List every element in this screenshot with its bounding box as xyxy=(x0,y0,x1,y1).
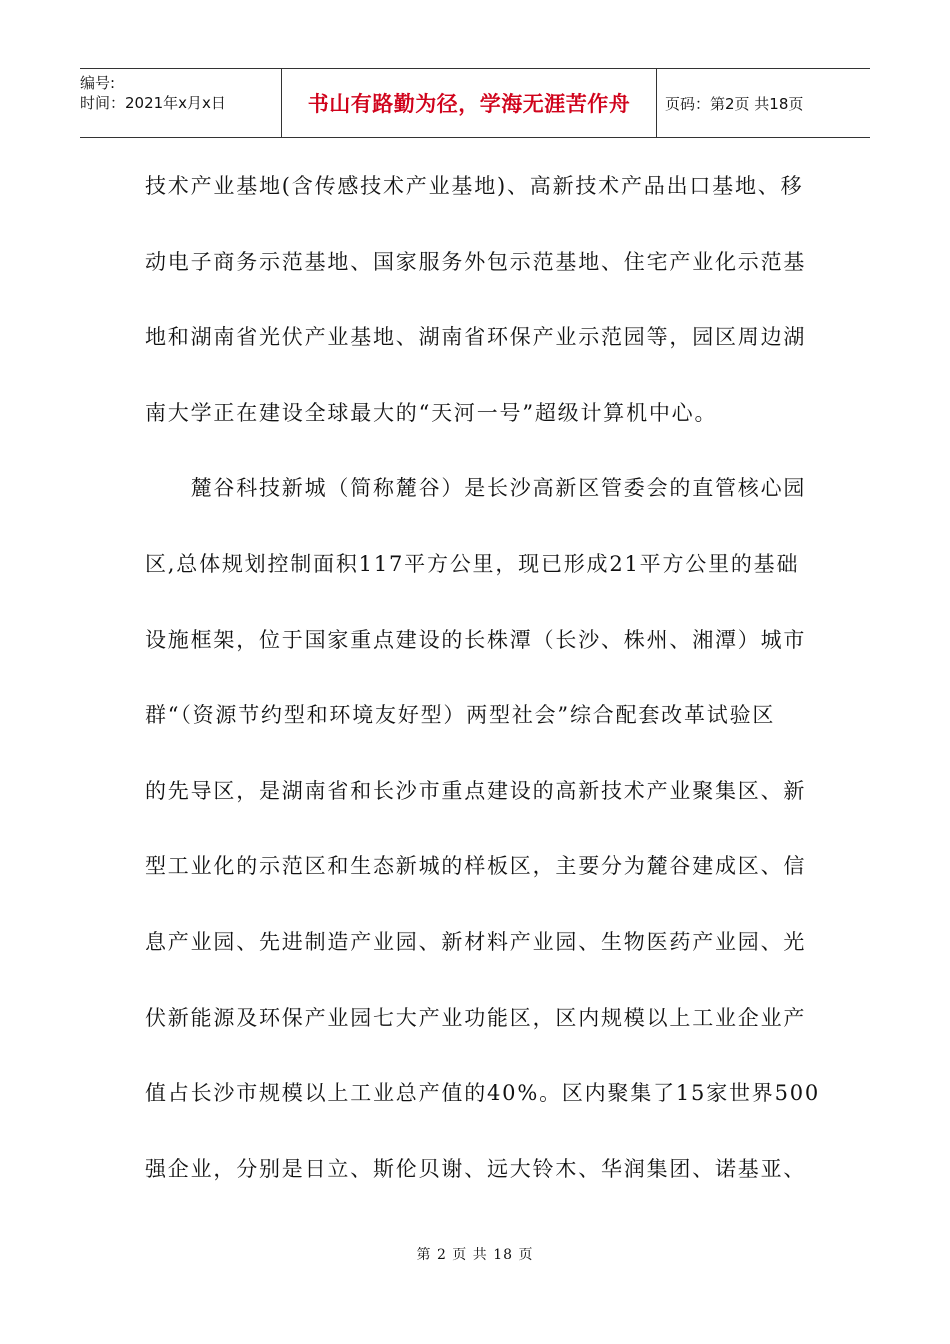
number-label: 编号: xyxy=(80,74,116,92)
text-line: 强企业，分别是日立、斯伦贝谢、远大铃木、华润集团、诺基亚、 xyxy=(145,1156,807,1181)
text-line: 区,总体规划控制面积117平方公里，现已形成21平方公里的基础 xyxy=(145,551,800,576)
text-line: 地和湖南省光伏产业基地、湖南省环保产业示范园等，园区周边湖 xyxy=(145,325,807,350)
text-line: 麓谷科技新城（简称麓谷）是长沙高新区管委会的直管核心园 xyxy=(145,476,807,501)
header-meta-cell xyxy=(80,69,282,137)
text-line: 群“（资源节约型和环境友好型）两型社会”综合配套改革试验区 xyxy=(145,703,776,728)
text-line: 设施框架，位于国家重点建设的长株潭（长沙、株州、湘潭）城市 xyxy=(145,627,807,652)
text-line: 值占长沙市规模以上工业总产值的40%。区内聚集了15家世界500 xyxy=(145,1081,821,1106)
page-header xyxy=(80,68,870,138)
text-line: 动电子商务示范基地、国家服务外包示范基地、住宅产业化示范基 xyxy=(145,249,807,274)
text-line: 伏新能源及环保产业园七大产业功能区，区内规模以上工业企业产 xyxy=(145,1005,807,1030)
page-label: 页码：第2页 共18页 xyxy=(665,94,804,113)
time-label: 时间：2021年x月x日 xyxy=(80,94,226,112)
motto-text: 书山有路勤为径，学海无涯苦作舟 xyxy=(307,92,631,116)
text-line: 型工业化的示范区和生态新城的样板区，主要分为麓谷建成区、信 xyxy=(145,854,807,879)
document-body xyxy=(145,168,821,1226)
page-footer xyxy=(0,1244,950,1264)
text-line: 的先导区，是湖南省和长沙市重点建设的高新技术产业聚集区、新 xyxy=(145,778,807,803)
footer-page-number: 第 2 页 共 18 页 xyxy=(416,1247,534,1263)
text-line: 南大学正在建设全球最大的“天河一号”超级计算机中心。 xyxy=(145,400,718,425)
text-line: 息产业园、先进制造产业园、新材料产业园、生物医药产业园、光 xyxy=(145,929,807,954)
header-motto-cell xyxy=(282,69,657,137)
header-page-cell xyxy=(657,69,870,137)
text-line: 技术产业基地(含传感技术产业基地)、高新技术产品出口基地、移 xyxy=(145,174,804,198)
